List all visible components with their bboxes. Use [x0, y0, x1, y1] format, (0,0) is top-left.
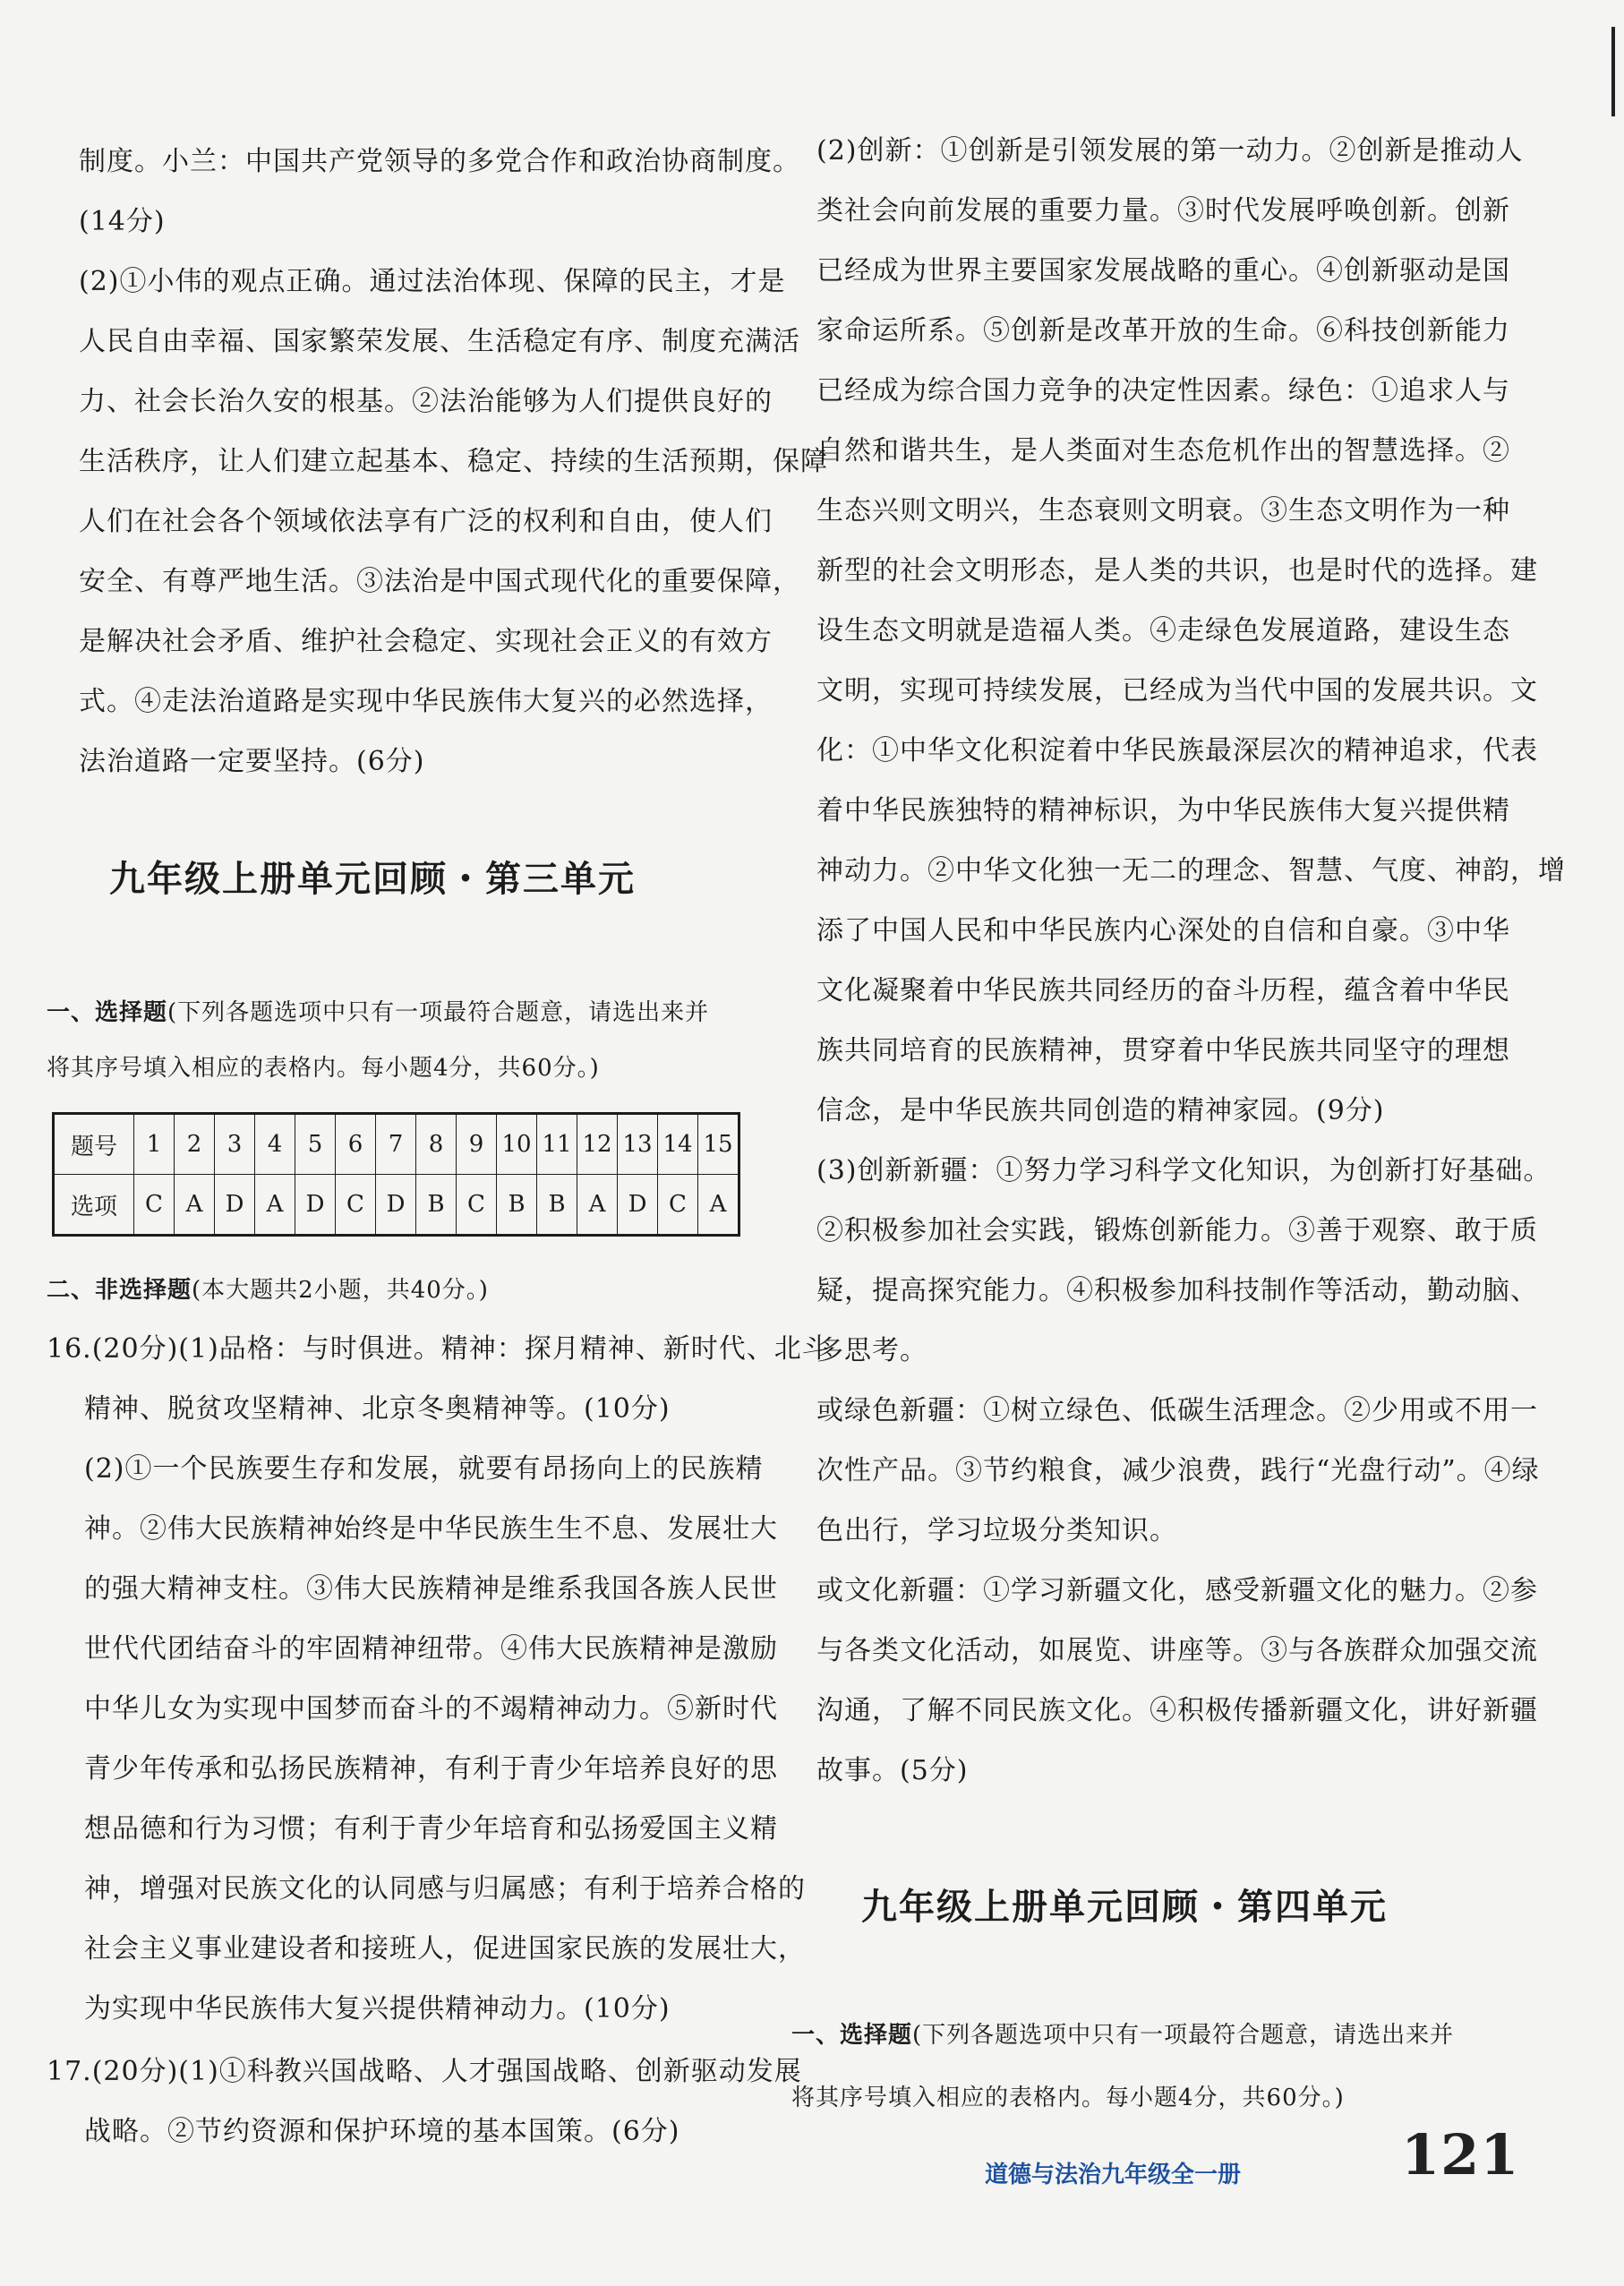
answer-table [52, 1112, 740, 1237]
text-line: (3)创新新疆：①努力学习科学文化知识，为创新打好基础。 [816, 1155, 1551, 1186]
text-line: 法治道路一定要坚持。(6分) [79, 746, 425, 777]
text-line: 生态兴则文明兴，生态衰则文明衰。③生态文明作为一种 [816, 495, 1510, 527]
table-cell: B [416, 1175, 457, 1236]
table-cell: D [215, 1175, 255, 1236]
text-line: (2)①小伟的观点正确。通过法治体现、保障的民主，才是 [79, 266, 786, 297]
text-line: 生活秩序，让人们建立起基本、稳定、持续的生活预期，保障 [79, 446, 828, 477]
mc-desc: (下列各题选项中只有一项最符合题意，请选出来并 [167, 999, 710, 1026]
q16-line: 神，增强对民族文化的认同感与归属感；有利于培养合格的 [84, 1873, 806, 1905]
table-cell: B [537, 1175, 577, 1236]
table-cell: A [577, 1175, 618, 1236]
table-cell: D [618, 1175, 658, 1236]
text-line: (2)创新：①创新是引领发展的第一动力。②创新是推动人 [816, 135, 1524, 167]
text-line: 文明，实现可持续发展，已经成为当代中国的发展共识。文 [816, 675, 1538, 706]
text-line: 添了中国人民和中华民族内心深处的自信和自豪。③中华 [816, 915, 1510, 946]
mc-instructions [47, 983, 709, 1043]
table-cell: 9 [457, 1114, 497, 1175]
q16-line: 16.(20分)(1)品格：与时俱进。精神：探月精神、新时代、北斗 [47, 1333, 830, 1365]
text-line: 色出行，学习垃圾分类知识。 [816, 1515, 1177, 1546]
text-line: 故事。(5分) [816, 1755, 969, 1786]
edge-rule [1611, 27, 1615, 116]
non-mc-instructions [47, 1261, 489, 1321]
page-number: 121 [1401, 2122, 1520, 2188]
table-cell: 1 [134, 1114, 175, 1175]
text-line: 文化凝聚着中华民族共同经历的奋斗历程，蕴含着中华民 [816, 975, 1510, 1006]
table-cell: B [497, 1175, 537, 1236]
text-line: 人们在社会各个领域依法享有广泛的权利和自由，使人们 [79, 506, 773, 537]
table-cell: 7 [376, 1114, 416, 1175]
mc-desc: (下列各题选项中只有一项最符合题意，请选出来并 [912, 2022, 1455, 2049]
text-line: 是解决社会矛盾、维护社会稳定、实现社会正义的有效方 [79, 626, 773, 657]
text-line: 家命运所系。⑤创新是改革开放的生命。⑥科技创新能力 [816, 315, 1510, 347]
non-mc-label: 二、非选择题 [47, 1277, 192, 1304]
q16-line: 为实现中华民族伟大复兴提供精神动力。(10分) [84, 1993, 671, 2025]
q16-line: 精神、脱贫攻坚精神、北京冬奥精神等。(10分) [84, 1393, 671, 1425]
text-line: 多思考。 [816, 1335, 927, 1366]
mc-label: 一、选择题 [791, 2022, 913, 2049]
text-line: 与各类文化活动，如展览、讲座等。③与各族群众加强交流 [816, 1635, 1538, 1666]
text-line: 已经成为综合国力竞争的决定性因素。绿色：①追求人与 [816, 375, 1510, 407]
text-line: (14分) [79, 206, 166, 237]
text-line: 式。④走法治道路是实现中华民族伟大复兴的必然选择， [79, 686, 773, 717]
table-cell: A [698, 1175, 739, 1236]
mc-label: 一、选择题 [47, 999, 168, 1026]
table-cell: 11 [537, 1114, 577, 1175]
unit-3-title: 九年级上册单元回顾・第三单元 [109, 859, 636, 900]
text-line: 化：①中华文化积淀着中华民族最深层次的精神追求，代表 [816, 735, 1538, 766]
unit-4-title: 九年级上册单元回顾・第四单元 [861, 1887, 1388, 1928]
table-cell: 4 [255, 1114, 295, 1175]
non-mc-desc: (本大题共2小题，共40分。) [192, 1277, 489, 1304]
text-line: 人民自由幸福、国家繁荣发展、生活稳定有序、制度充满活 [79, 326, 800, 357]
table-cell: C [134, 1175, 175, 1236]
text-line: 设生态文明就是造福人类。④走绿色发展道路，建设生态 [816, 615, 1510, 646]
table-cell: 5 [295, 1114, 336, 1175]
table-row-numbers [54, 1114, 739, 1175]
text-line: 沟通，了解不同民族文化。④积极传播新疆文化，讲好新疆 [816, 1695, 1538, 1726]
text-line: 信念，是中华民族共同创造的精神家园。(9分) [816, 1095, 1385, 1126]
table-cell: 13 [618, 1114, 658, 1175]
text-line: 已经成为世界主要国家发展战略的重心。④创新驱动是国 [816, 255, 1510, 287]
text-line: 次性产品。③节约粮食，减少浪费，践行“光盘行动”。④绿 [816, 1455, 1540, 1486]
table-cell: 8 [416, 1114, 457, 1175]
text-line: 或绿色新疆：①树立绿色、低碳生活理念。②少用或不用一 [816, 1395, 1538, 1426]
q16-line: 想品德和行为习惯；有利于青少年培育和弘扬爱国主义精 [84, 1813, 778, 1845]
table-header: 题号 [54, 1114, 134, 1175]
q16-line: 青少年传承和弘扬民族精神，有利于青少年培养良好的思 [84, 1753, 778, 1785]
mc-instructions-cont: 将其序号填入相应的表格内。每小题4分，共60分。) [47, 1055, 600, 1082]
table-cell: 3 [215, 1114, 255, 1175]
table-cell: C [336, 1175, 376, 1236]
table-cell: D [376, 1175, 416, 1236]
q16-line: (2)①一个民族要生存和发展，就要有昂扬向上的民族精 [84, 1453, 764, 1485]
q16-line: 中华儿女为实现中国梦而奋斗的不竭精神动力。⑤新时代 [84, 1693, 778, 1725]
table-cell: C [457, 1175, 497, 1236]
table-cell: C [658, 1175, 698, 1236]
table-cell: A [255, 1175, 295, 1236]
text-line: 族共同培育的民族精神，贯穿着中华民族共同坚守的理想 [816, 1035, 1510, 1066]
table-row-answers [54, 1175, 739, 1236]
mc-instructions [791, 2006, 1454, 2066]
text-line: 力、社会长治久安的根基。②法治能够为人们提供良好的 [79, 386, 773, 417]
text-line: 制度。小兰：中国共产党领导的多党合作和政治协商制度。 [79, 146, 800, 177]
text-line: 自然和谐共生，是人类面对生态危机作出的智慧选择。② [816, 435, 1510, 467]
table-cell: 15 [698, 1114, 739, 1175]
book-title: 道德与法治九年级全一册 [985, 2162, 1242, 2188]
text-line: 新型的社会文明形态，是人类的共识，也是时代的选择。建 [816, 555, 1538, 586]
table-cell: 10 [497, 1114, 537, 1175]
q17-line: 战略。②节约资源和保护环境的基本国策。(6分) [84, 2116, 680, 2147]
q16-line: 的强大精神支柱。③伟大民族精神是维系我国各族人民世 [84, 1573, 778, 1605]
text-line: 或文化新疆：①学习新疆文化，感受新疆文化的魅力。②参 [816, 1575, 1538, 1606]
text-line: 着中华民族独特的精神标识，为中华民族伟大复兴提供精 [816, 795, 1510, 826]
q17-line: 17.(20分)(1)①科教兴国战略、人才强国战略、创新驱动发展 [47, 2056, 802, 2087]
table-header: 选项 [54, 1175, 134, 1236]
text-line: 安全、有尊严地生活。③法治是中国式现代化的重要保障， [79, 566, 800, 597]
q16-line: 世代代团结奋斗的牢固精神纽带。④伟大民族精神是激励 [84, 1633, 778, 1665]
q16-line: 神。②伟大民族精神始终是中华民族生生不息、发展壮大 [84, 1513, 778, 1545]
text-line: 神动力。②中华文化独一无二的理念、智慧、气度、神韵，增 [816, 855, 1566, 886]
table-cell: 14 [658, 1114, 698, 1175]
table-cell: 6 [336, 1114, 376, 1175]
table-cell: D [295, 1175, 336, 1236]
mc-instructions-cont: 将其序号填入相应的表格内。每小题4分，共60分。) [791, 2085, 1345, 2111]
text-line: 疑，提高探究能力。④积极参加科技制作等活动，勤动脑、 [816, 1275, 1538, 1306]
q16-line: 社会主义事业建设者和接班人，促进国家民族的发展壮大， [84, 1933, 806, 1965]
table-cell: 12 [577, 1114, 618, 1175]
text-line: ②积极参加社会实践，锻炼创新能力。③善于观察、敢于质 [816, 1215, 1538, 1246]
text-line: 类社会向前发展的重要力量。③时代发展呼唤创新。创新 [816, 195, 1510, 227]
table-cell: A [175, 1175, 215, 1236]
table-cell: 2 [175, 1114, 215, 1175]
